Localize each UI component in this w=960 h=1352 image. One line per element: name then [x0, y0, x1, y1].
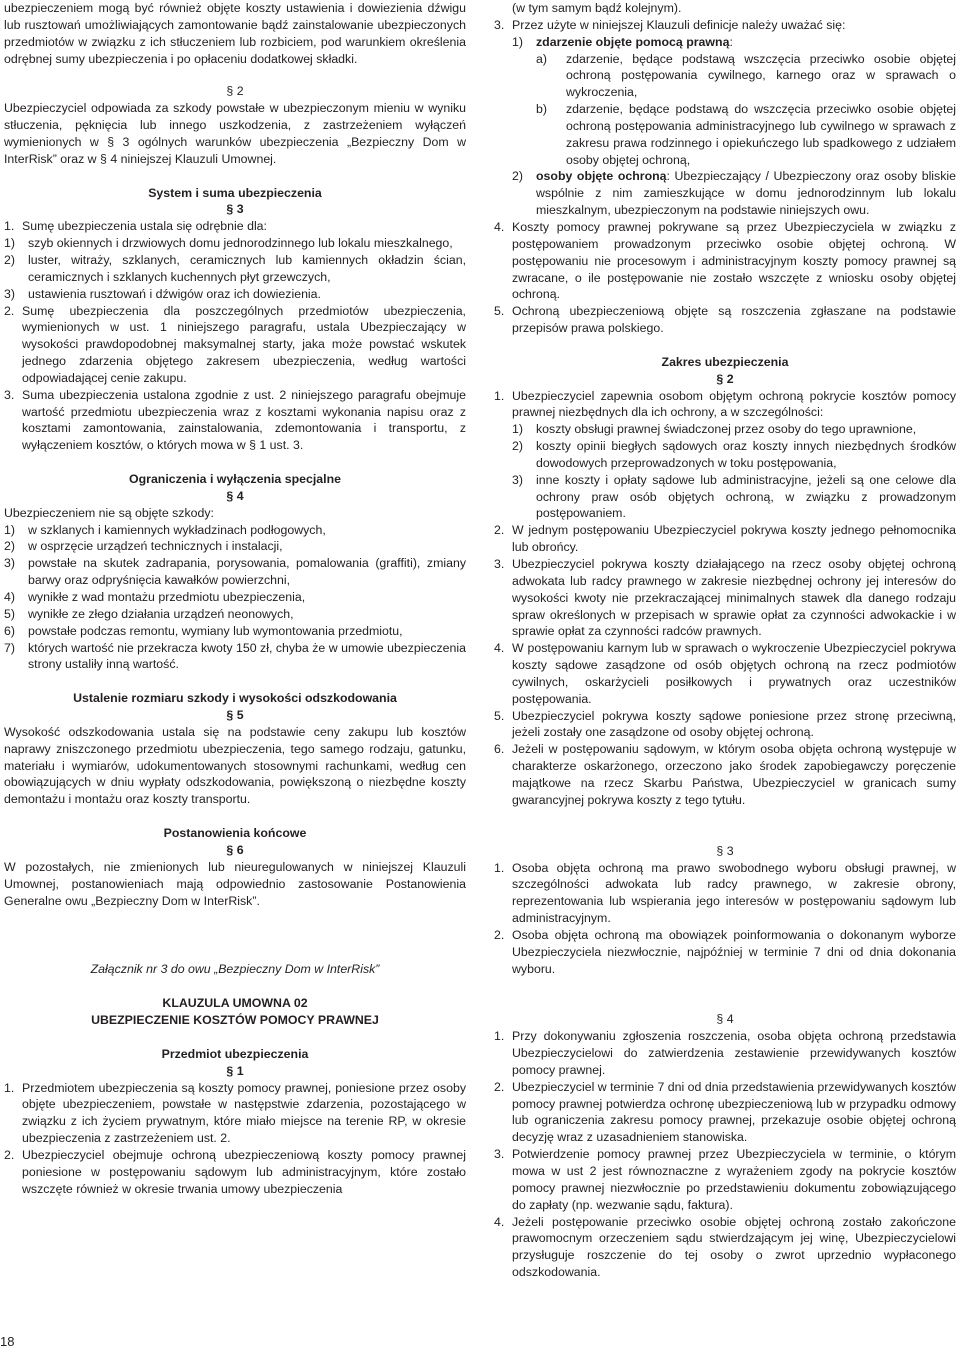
item-number: 4.	[494, 641, 505, 656]
list-item	[494, 1146, 956, 1213]
item-text: w osprzęcie urządzeń technicznych i instalacji,	[28, 539, 283, 554]
item-number: 1.	[494, 860, 505, 875]
item-text: Sumę ubezpieczenia ustala się odrębnie dla:	[22, 219, 267, 234]
list-item	[4, 538, 466, 555]
item-number: 2)	[4, 252, 15, 267]
item-number: 1.	[494, 388, 505, 403]
item-number: 4.	[494, 219, 505, 234]
list-item	[494, 168, 956, 219]
list-item	[4, 640, 466, 674]
paragraph: (w tym samym bądź kolejnym).	[512, 1, 682, 15]
list-item	[494, 708, 956, 742]
section-number: § 2	[716, 371, 734, 386]
item-number: 3.	[494, 557, 505, 571]
list-item	[4, 606, 466, 623]
section-number: § 3	[226, 202, 244, 217]
term-bold: osoby objęte ochroną	[536, 169, 667, 184]
list-item	[4, 286, 466, 303]
item-number: 7)	[4, 640, 15, 655]
item-text: W jednym postępowaniu Ubezpieczyciel pokrywa koszty jednego pełnomocnika lub obrońcy.	[512, 523, 956, 555]
term-text: :	[729, 34, 733, 49]
item-number: 2)	[4, 539, 15, 554]
list-item	[494, 1079, 956, 1146]
list-item	[4, 303, 466, 387]
item-text: wynikłe z wad montażu przedmiotu ubezpieczenia,	[28, 590, 306, 604]
item-text: powstałe na skutek zadrapania, porysowania, pomalowania (graffiti), zmiany barwy oraz odpryśnięcia kawałków powierzchni,	[28, 556, 466, 588]
item-number: 6.	[494, 742, 505, 757]
list-item	[4, 623, 466, 640]
item-number: 1)	[4, 236, 15, 251]
list-item	[494, 860, 956, 927]
list-item	[4, 1147, 466, 1198]
item-text: Potwierdzenie pomocy prawnej przez Ubezpieczyciela w terminie, o którym mowa w ust 2 jest równoznaczne z wyrażeniem zgody na pokrycie kosztów pomocy prawnej niezwłocznie po przedstawieniu dokumentu zobowiązującego do zapłaty (np. wezwanie sądu, faktura).	[512, 1147, 956, 1212]
item-number: 2.	[494, 1079, 505, 1094]
annex-note: Załącznik nr 3 do owu „Bezpieczny Dom w InterRisk”	[90, 962, 380, 977]
item-number: 4)	[4, 590, 15, 604]
section-number: § 6	[226, 842, 244, 857]
item-number: 3)	[4, 556, 15, 571]
list-item	[494, 101, 956, 168]
item-text: koszty obsługi prawnej świadczonej przez osoby do tego uprawnione,	[536, 422, 917, 437]
list-item	[494, 1028, 956, 1079]
list-item	[494, 927, 956, 978]
section-number: § 4	[716, 1012, 734, 1027]
section-heading: Postanowienia końcowe	[163, 826, 307, 841]
item-number: 5.	[494, 708, 505, 723]
section-heading: System i suma ubezpieczenia	[148, 185, 322, 200]
list-item	[494, 51, 956, 102]
item-number: 4.	[494, 1214, 505, 1229]
item-text: w szklanych i kamiennych wykładzinach podłogowych,	[28, 522, 326, 537]
left-column	[4, 0, 466, 1197]
section-heading: Zakres ubezpieczenia	[661, 354, 789, 369]
paragraph: Ubezpieczyciel odpowiada za szkody powstałe w ubezpieczonym mieniu w wyniku stłuczenia, pęknięcia lub innego uszkodzenia, z zastrzeżeniem wyłączeń wymienionych w § 3 ogólnych warunków ubezpieczenia „Bezpieczny Dom w InterRisk” oraz w § 4 niniejszej Klauzuli Umownej.	[4, 101, 466, 166]
item-number: 2.	[4, 1147, 15, 1162]
list-item	[4, 235, 466, 252]
item-letter: a)	[536, 51, 547, 66]
item-number: 1)	[4, 522, 15, 537]
item-text: Sumę ubezpieczenia dla poszczególnych przedmiotów ubezpieczenia, wymienionych w ust. 1 niniejszego paragrafu, ustala Ubezpieczający w wysokości prawdopodobnej maksymalnej starty, jaka może powstać wskutek jednego zdarzenia objętego zakresem ubezpieczenia, według wartości odpowiadającej cenie zakupu.	[22, 303, 466, 385]
item-text: Jeżeli postępowanie przeciwko osobie objętej ochroną zostało zakończone prawomocnym orzeczeniem sądu stwierdzającym jej winę, Ubezpieczycielowi przysługuje roszczenie do tej osoby o zwrot uprzednio wypłaconego odszkodowania.	[512, 1214, 956, 1280]
item-text: szyb okiennych i drzwiowych domu jednorodzinnego lub lokalu mieszkalnego,	[28, 236, 453, 251]
item-text: Ubezpieczyciel obejmuje ochroną ubezpieczeniową koszty pomocy prawnej poniesione w postępowaniu sądowym lub administracyjnym, które zostało wszczęte również w okresie trwania umowy ubezpieczenia	[22, 1147, 466, 1196]
item-number: 2)	[512, 169, 523, 184]
clause-subtitle: UBEZPIECZENIE KOSZTÓW POMOCY PRAWNEJ	[91, 1013, 379, 1028]
list-item	[494, 522, 956, 556]
section-heading: Ustalenie rozmiaru szkody i wysokości odszkodowania	[73, 691, 397, 706]
item-text: których wartość nie przekracza kwoty 150 zł, chyba że w umowie ubezpieczenia strony ustaliły inną wartość.	[28, 640, 466, 672]
list-item	[4, 1080, 466, 1147]
clause-title: KLAUZULA UMOWNA 02	[162, 996, 308, 1011]
list-item	[494, 17, 956, 34]
item-number: 3)	[512, 472, 523, 487]
list-item	[494, 556, 956, 640]
list-item	[494, 303, 956, 337]
item-text: Ubezpieczyciel pokrywa koszty działającego na rzecz osoby objętej ochroną adwokata lub radcy prawnego w zakresie niezbędnej ochrony jej interesów do wysokości kwoty nie przekraczającej minimalnych stawek dla danego rodzaju spraw określonych w przepisach w sprawie opłat za czynności adwokackie i w sprawie opłat za czynności radców prawnych.	[512, 557, 956, 639]
list-item	[494, 472, 956, 523]
list-item	[494, 421, 956, 438]
item-number: 1)	[512, 34, 523, 49]
item-text: Koszty pomocy prawnej pokrywane są przez Ubezpieczyciela w związku z postępowaniem prowadzonym przeciwko osobie objętej ochroną. W postępowaniu nie procesowym i administracyjnym koszty pomocy prawnej są zwracane, o ile postępowanie nie zostało wszczęte z wniosku osoby objętej ochroną.	[512, 219, 956, 302]
list-item	[494, 438, 956, 472]
item-text: Ubezpieczyciel pokrywa koszty sądowe poniesione przez stronę przeciwną, jeżeli zostały one zasądzone od osoby objętej ochroną.	[512, 708, 956, 740]
item-text: Suma ubezpieczenia ustalona zgodnie z ust. 2 niniejszego paragrafu obejmuje wartość przedmiotu ubezpieczenia wraz z kosztami wykonania napisu oraz z kosztami zamontowania, zainstalowania, zdemontowania i transportu, z wyłączeniem kosztów, o których mowa w § 1 ust. 3.	[22, 387, 466, 453]
item-number: 6)	[4, 623, 15, 638]
section-number: § 4	[226, 488, 244, 503]
item-text: Przedmiotem ubezpieczenia są koszty pomocy prawnej, poniesione przez osoby objęte ubezpieczeniem, powstałe w następstwie zdarzenia, pozostającego w związku z ich życiem prywatnym, które miało miejsce na terenie RP, w okresie ubezpieczenia z zastrzeżeniem ust. 2.	[22, 1080, 466, 1146]
item-text: luster, witraży, szklanych, ceramicznych lub kamiennych okładzin ścian, ceramicznych i szklanych kuchennych płyt grzewczych,	[28, 252, 466, 284]
item-text: wynikłe ze złego działania urządzeń neonowych,	[28, 606, 294, 621]
list-item	[494, 1214, 956, 1281]
item-text: inne koszty i opłaty sądowe lub administracyjne, jeżeli są one celowe dla ochrony praw osób objętych ochroną, w związku z prowadzonym postępowaniem.	[536, 472, 956, 521]
item-text: zdarzenie, będące podstawą do wszczęcia przeciwko osobie objętej ochroną postępowania administracyjnego lub cywilnego w sprawach z zakresu prawa rodzinnego i opiekuńczego lub spadkowego z udziałem osoby objętej ochroną,	[566, 102, 956, 167]
right-column	[494, 0, 956, 1281]
item-number: 2.	[494, 927, 505, 942]
section-number: § 5	[226, 708, 244, 723]
section-heading: Przedmiot ubezpieczenia	[161, 1046, 309, 1061]
item-text: Przez użyte w niniejszej Klauzuli definicje należy uważać się:	[512, 17, 846, 32]
item-text: Ubezpieczyciel zapewnia osobom objętym ochroną pokrycie kosztów pomocy prawnej niezbędnych dla ich ochrony, a w szczególności:	[512, 388, 956, 420]
item-text: powstałe podczas remontu, wymiany lub wymontowania przedmiotu,	[28, 623, 403, 638]
item-number: 2.	[4, 303, 15, 318]
item-number: 1.	[494, 1029, 505, 1044]
item-letter: b)	[536, 102, 547, 117]
item-number: 1.	[4, 1080, 15, 1095]
section-number: § 1	[226, 1063, 244, 1078]
section-number: § 2	[226, 84, 244, 99]
item-number: 3)	[4, 286, 15, 301]
item-text: koszty opinii biegłych sądowych oraz koszty innych niezbędnych środków dowodowych przeprowadzonych w toku postępowania,	[536, 439, 956, 470]
list-item	[4, 252, 466, 286]
item-number: 1.	[4, 219, 15, 234]
item-number: 5.	[494, 304, 505, 319]
paragraph: W pozostałych, nie zmienionych lub nieuregulowanych w niniejszej Klauzuli Umownej, postanowieniach mają odpowiednio zastosowanie Postanowienia Generalne owu „Bezpieczny Dom w InterRisk”.	[4, 859, 466, 908]
list-item	[494, 388, 956, 422]
list-item	[494, 34, 956, 51]
paragraph: Ubezpieczeniem nie są objęte szkody:	[4, 505, 214, 520]
list-item	[4, 589, 466, 606]
item-number: 3.	[494, 1147, 505, 1162]
list-item	[4, 555, 466, 589]
list-item	[494, 219, 956, 303]
list-item	[4, 387, 466, 454]
item-number: 5)	[4, 606, 15, 621]
term-bold: zdarzenie objęte pomocą prawną	[536, 34, 730, 49]
item-text: Ochroną ubezpieczeniową objęte są roszczenia zgłaszane na podstawie przepisów prawa polskiego.	[512, 304, 956, 336]
page-number: 18	[0, 1334, 15, 1349]
item-text: ustawienia rusztowań i dźwigów oraz ich dowiezienia.	[28, 286, 321, 301]
item-text: zdarzenie, będące podstawą wszczęcia przeciwko osobie objętej ochroną postępowania cywilnego, karnego oraz w sprawach o wykroczenia,	[566, 51, 956, 100]
item-number: 2.	[494, 523, 505, 538]
item-text: Ubezpieczyciel w terminie 7 dni od dnia przedstawienia przewidywanych kosztów pomocy prawnej potwierdza ochronę ubezpieczeniową lub w przypadku odmowy lub ograniczenia zakresu pomocy prawnej, przekazuje osobie objętej ochroną decyzję wraz z uzasadnieniem stanowiska.	[512, 1079, 956, 1145]
item-number: 3.	[4, 387, 15, 402]
list-item	[4, 218, 466, 235]
item-text: Jeżeli w postępowaniu sądowym, w którym osoba objęta ochroną występuje w charakterze oskarżonego, orzeczono jako środek zapobiegawczy poręczenie majątkowe na rzecz Skarbu Państwa, Ubezpieczyciel w granicach sumy gwarancyjnej pokrywa koszty z tego tytułu.	[512, 742, 956, 807]
item-text: W postępowaniu karnym lub w sprawach o wykroczenie Ubezpieczyciel pokrywa koszty sądowe zasądzone od osób objętych ochroną na rzecz podmiotów cywilnych, oskarżycieli posiłkowych i prywatnych oraz uczestników postępowania.	[512, 641, 956, 706]
paragraph: ubezpieczeniem mogą być również objęte koszty ustawienia i dowiezienia dźwigu lub rusztowań umożliwiających zamontowanie bądź zainstalowanie ubezpieczonych przedmiotów w związku z ich stłuczeniem lub rozbiciem, pod warunkiem określenia odrębnej sumy ubezpieczenia i po opłaceniu dodatkowej składki.	[4, 1, 466, 66]
list-item	[494, 640, 956, 707]
item-text: Osoba objęta ochroną ma prawo swobodnego wyboru obsługi prawnej, w szczególności adwokata lub radcy prawnego, w zakresie obrony, reprezentowania lub wspierania jego interesów w postępowaniu sądowym lub administracyjnym.	[512, 860, 956, 926]
item-number: 1)	[512, 422, 523, 437]
item-text: Przy dokonywaniu zgłoszenia roszczenia, osoba objęta ochroną przedstawia Ubezpieczycielowi do zatwierdzenia zestawienie przewidywanych kosztów pomocy prawnej.	[512, 1029, 956, 1077]
item-number: 3.	[494, 17, 505, 32]
item-number: 2)	[512, 439, 523, 454]
list-item	[4, 522, 466, 539]
paragraph: Wysokość odszkodowania ustala się na podstawie ceny zakupu lub kosztów naprawy zniszczonego przedmiotu ubezpieczenia, tego samego rodzaju, gatunku, materiału i wymiarów, udokumentowanych stosownymi rachunkami, według cen obowiązujących w dniu wypłaty odszkodowania, powiększoną o niezbędne koszty demontażu i montażu oraz koszty transportu.	[4, 724, 466, 807]
item-text: Osoba objęta ochroną ma obowiązek poinformowania o dokonanym wyborze Ubezpieczyciela niezwłocznie, najpóźniej w terminie 7 dni od dnia dokonania wyboru.	[512, 927, 956, 976]
list-item	[494, 741, 956, 808]
section-number: § 3	[716, 843, 734, 858]
term-text: : Ubezpieczający / Ubezpieczony oraz osoby bliskie wspólnie z nim zamieszkujące w domu jednorodzinnym lub lokalu mieszkalnym, ubezpieczonym na podstawie niniejszych owu.	[536, 169, 956, 218]
section-heading: Ograniczenia i wyłączenia specjalne	[129, 472, 341, 487]
